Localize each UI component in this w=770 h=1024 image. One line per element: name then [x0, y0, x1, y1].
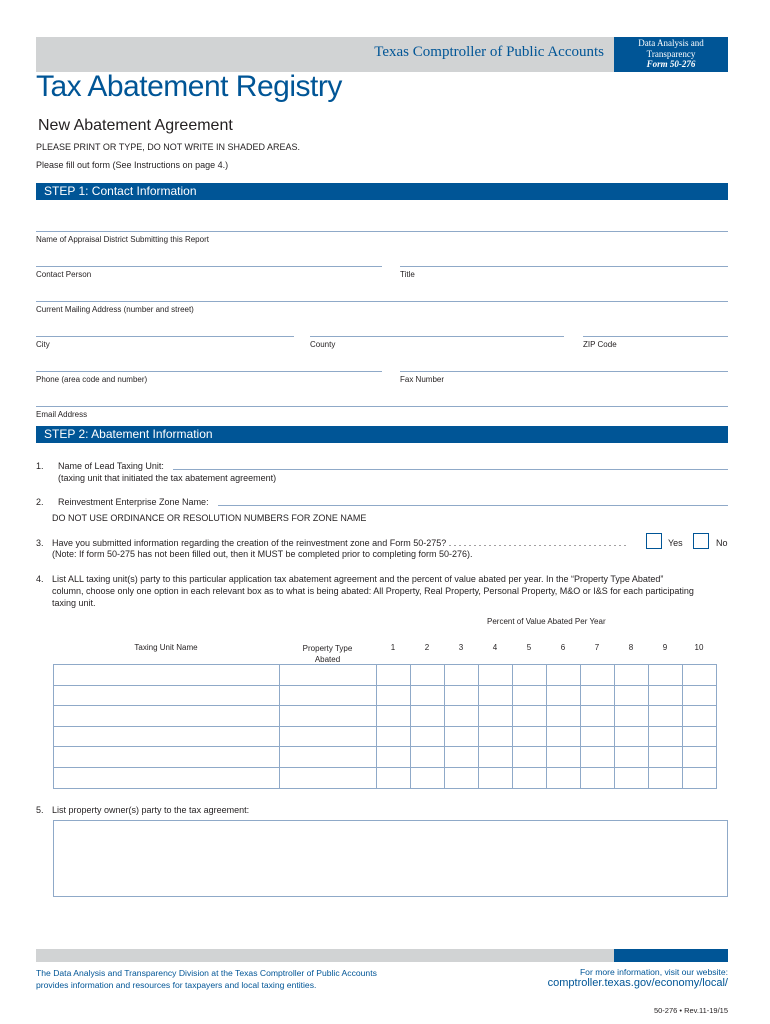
percent-cell[interactable]	[683, 706, 717, 727]
percent-cell[interactable]	[649, 685, 683, 706]
q3-text: Have you submitted information regarding the creation of the reinvestment zone and Form 50-275? . . . . . . . . . . . . . . . . . . . . . . . . . . . . . . . . . . . .	[52, 538, 627, 548]
percent-cell[interactable]	[377, 747, 411, 768]
title-field[interactable]	[400, 266, 728, 267]
percent-cell[interactable]	[615, 665, 649, 686]
percent-cell[interactable]	[615, 767, 649, 788]
taxing-unit-name-cell[interactable]	[54, 747, 280, 768]
percent-cell[interactable]	[683, 767, 717, 788]
phone-field[interactable]	[36, 371, 382, 372]
city-field[interactable]	[36, 336, 294, 337]
percent-cell[interactable]	[479, 747, 513, 768]
col-property-type	[279, 643, 376, 665]
division-line2: Transparency	[646, 48, 696, 59]
percent-cell[interactable]	[581, 706, 615, 727]
year-col-header: 7	[594, 643, 600, 652]
percent-header: Percent of Value Abated Per Year	[487, 617, 606, 626]
property-type-cell[interactable]	[280, 685, 377, 706]
percent-cell[interactable]	[445, 665, 479, 686]
footer-website	[548, 967, 728, 989]
percent-cell[interactable]	[649, 767, 683, 788]
percent-cell[interactable]	[513, 706, 547, 727]
percent-cell[interactable]	[377, 726, 411, 747]
table-row	[54, 665, 717, 686]
percent-cell[interactable]	[377, 706, 411, 727]
instruction-line2: Please fill out form (See Instructions on page 4.)	[36, 160, 229, 170]
taxing-unit-name-cell[interactable]	[54, 685, 280, 706]
percent-cell[interactable]	[547, 747, 581, 768]
email-label: Email Address	[36, 410, 88, 419]
city-label: City	[36, 340, 50, 349]
percent-cell[interactable]	[377, 767, 411, 788]
fax-field[interactable]	[400, 371, 728, 372]
percent-cell[interactable]	[581, 665, 615, 686]
percent-cell[interactable]	[479, 685, 513, 706]
year-col-header: 5	[526, 643, 532, 652]
instruction-line1: PLEASE PRINT OR TYPE, DO NOT WRITE IN SHADED AREAS.	[36, 142, 301, 152]
percent-cell[interactable]	[445, 685, 479, 706]
zip-label: ZIP Code	[583, 340, 617, 349]
percent-cell[interactable]	[479, 726, 513, 747]
county-label: County	[310, 340, 336, 349]
percent-cell[interactable]	[547, 685, 581, 706]
year-col-header: 2	[424, 643, 430, 652]
yes-label: Yes	[668, 538, 683, 548]
no-checkbox[interactable]	[693, 533, 709, 549]
q5-label: List property owner(s) party to the tax agreement:	[52, 805, 250, 815]
step1-header: STEP 1: Contact Information	[36, 183, 728, 200]
q2-number: 2.	[36, 497, 44, 507]
year-col-header: 3	[458, 643, 464, 652]
zone-name-field[interactable]	[218, 505, 728, 506]
fax-label: Fax Number	[400, 375, 445, 384]
year-col-header: 10	[694, 643, 704, 652]
taxing-unit-name-cell[interactable]	[54, 726, 280, 747]
percent-cell[interactable]	[479, 665, 513, 686]
phone-label: Phone (area code and number)	[36, 375, 148, 384]
percent-cell[interactable]	[615, 747, 649, 768]
county-field[interactable]	[310, 336, 564, 337]
lead-taxing-unit-field[interactable]	[173, 469, 728, 470]
percent-cell[interactable]	[581, 685, 615, 706]
year-col-header: 9	[662, 643, 668, 652]
percent-cell[interactable]	[683, 685, 717, 706]
year-col-header: 4	[492, 643, 498, 652]
footer-left-line2: provides information and resources for taxpayers and local taxing entities.	[36, 980, 317, 990]
footer-right-line1: For more information, visit our website:	[579, 967, 728, 977]
q1-note: (taxing unit that initiated the tax abatement agreement)	[58, 473, 277, 483]
property-type-cell[interactable]	[280, 706, 377, 727]
footer-left-line1: The Data Analysis and Transparency Division at the Texas Comptroller of Public Accounts	[36, 968, 377, 978]
taxing-unit-name-cell[interactable]	[54, 665, 280, 686]
col-taxing-unit: Taxing Unit Name	[134, 643, 198, 652]
year-col-header: 8	[628, 643, 634, 652]
q3-number: 3.	[36, 538, 44, 548]
table-row	[54, 747, 717, 768]
table-row	[54, 726, 717, 747]
percent-cell[interactable]	[547, 706, 581, 727]
property-type-cell[interactable]	[280, 767, 377, 788]
mailing-address-field[interactable]	[36, 301, 728, 302]
division-line1: Data Analysis and	[638, 38, 704, 48]
percent-cell[interactable]	[377, 685, 411, 706]
percent-cell[interactable]	[547, 767, 581, 788]
contact-person-label: Contact Person	[36, 270, 92, 279]
percent-cell[interactable]	[479, 706, 513, 727]
appraisal-district-label: Name of Appraisal District Submitting this Report	[36, 235, 209, 244]
taxing-unit-name-cell[interactable]	[54, 706, 280, 727]
q2-note: DO NOT USE ORDINANCE OR RESOLUTION NUMBERS FOR ZONE NAME	[52, 513, 367, 523]
q3-note: (Note: If form 50-275 has not been filled out, then it MUST be completed prior to completing form 50-276).	[52, 549, 473, 559]
q1-number: 1.	[36, 461, 44, 471]
percent-cell[interactable]	[581, 747, 615, 768]
percent-cell[interactable]	[649, 747, 683, 768]
q4-number: 4.	[36, 574, 44, 584]
percent-cell[interactable]	[445, 726, 479, 747]
percent-cell[interactable]	[513, 747, 547, 768]
percent-cell[interactable]	[615, 706, 649, 727]
q4-text-line1: List ALL taxing unit(s) party to this particular application tax abatement agreement and the percent of value abated per year. In the “Property Type Abated”	[52, 574, 664, 584]
property-type-cell[interactable]	[280, 726, 377, 747]
percent-cell[interactable]	[377, 665, 411, 686]
table-row	[54, 767, 717, 788]
taxing-unit-table-body	[54, 665, 717, 789]
revision-number: 50-276 • Rev.11-19/15	[653, 1006, 728, 1015]
percent-cell[interactable]	[581, 767, 615, 788]
agency-name: Texas Comptroller of Public Accounts	[374, 44, 604, 60]
q5-number: 5.	[36, 805, 44, 815]
percent-cell[interactable]	[411, 747, 445, 768]
percent-cell[interactable]	[615, 726, 649, 747]
q4-text-line3: taxing unit.	[52, 598, 96, 608]
q1-label: Name of Lead Taxing Unit:	[58, 461, 164, 471]
percent-cell[interactable]	[513, 685, 547, 706]
division-box	[614, 37, 728, 72]
property-owner-textarea[interactable]	[53, 820, 728, 897]
step2-header: STEP 2: Abatement Information	[36, 426, 728, 443]
taxing-unit-table	[53, 664, 717, 789]
percent-cell[interactable]	[445, 767, 479, 788]
mailing-address-label: Current Mailing Address (number and street)	[36, 305, 194, 314]
no-label: No	[716, 538, 728, 548]
footer-box	[614, 949, 728, 962]
footer-bar	[36, 949, 614, 962]
email-field[interactable]	[36, 406, 728, 407]
percent-cell[interactable]	[615, 685, 649, 706]
percent-cell[interactable]	[513, 665, 547, 686]
year-col-header: 6	[560, 643, 566, 652]
table-row	[54, 706, 717, 727]
percent-cell[interactable]	[547, 665, 581, 686]
page-title: Tax Abatement Registry	[36, 70, 342, 103]
percent-cell[interactable]	[445, 706, 479, 727]
title-label: Title	[400, 270, 415, 279]
taxing-unit-name-cell[interactable]	[54, 767, 280, 788]
percent-cell[interactable]	[649, 706, 683, 727]
percent-cell[interactable]	[479, 767, 513, 788]
table-row	[54, 685, 717, 706]
percent-cell[interactable]	[581, 726, 615, 747]
website-link[interactable]: comptroller.texas.gov/economy/local/	[547, 977, 728, 989]
page-subtitle: New Abatement Agreement	[38, 117, 233, 134]
percent-cell[interactable]	[683, 726, 717, 747]
percent-cell[interactable]	[411, 706, 445, 727]
col-property-type-line1: Property Type	[302, 644, 353, 653]
percent-cell[interactable]	[683, 665, 717, 686]
col-property-type-line2: Abated	[314, 655, 341, 664]
percent-cell[interactable]	[411, 767, 445, 788]
percent-cell[interactable]	[513, 767, 547, 788]
year-col-header: 1	[390, 643, 396, 652]
percent-cell[interactable]	[411, 685, 445, 706]
yes-checkbox[interactable]	[646, 533, 662, 549]
property-type-cell[interactable]	[280, 747, 377, 768]
percent-cell[interactable]	[513, 726, 547, 747]
percent-cell[interactable]	[547, 726, 581, 747]
q2-label: Reinvestment Enterprise Zone Name:	[58, 497, 209, 507]
percent-cell[interactable]	[683, 747, 717, 768]
percent-cell[interactable]	[411, 665, 445, 686]
percent-cell[interactable]	[649, 665, 683, 686]
zip-field[interactable]	[583, 336, 728, 337]
property-type-cell[interactable]	[280, 665, 377, 686]
percent-cell[interactable]	[649, 726, 683, 747]
q4-text-line2: column, choose only one option in each relevant box as to what is being abated: All Property, Real Property, Personal Property, M&O or I&S for each participating	[52, 586, 694, 596]
form-number: Form 50-276	[646, 59, 696, 69]
footer-description	[36, 967, 377, 991]
percent-cell[interactable]	[411, 726, 445, 747]
contact-person-field[interactable]	[36, 266, 382, 267]
percent-cell[interactable]	[445, 747, 479, 768]
appraisal-district-field[interactable]	[36, 231, 728, 232]
